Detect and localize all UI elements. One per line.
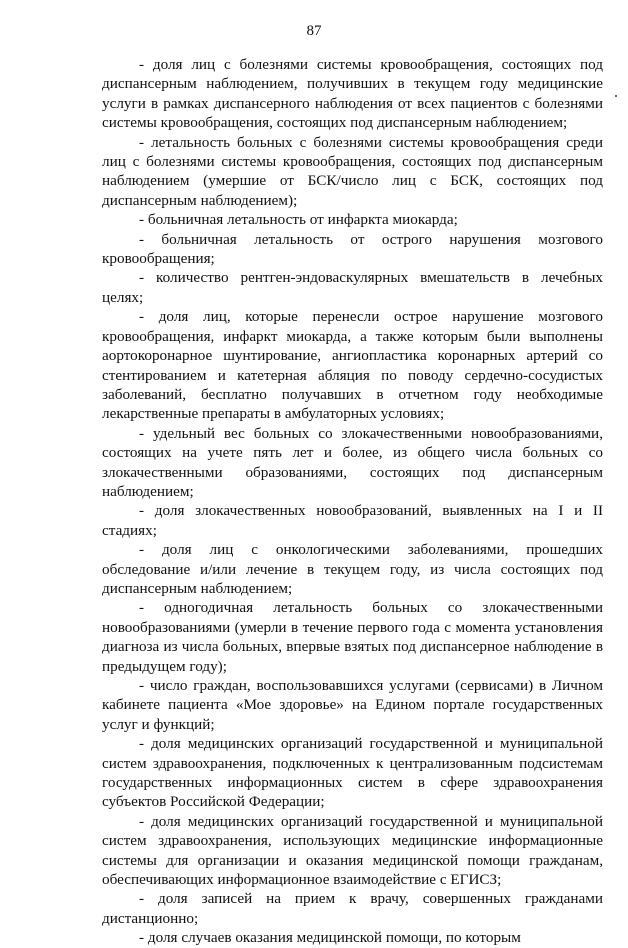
list-item: - доля записей на прием к врачу, совершенных гражданами дистанционно; [102,890,603,927]
list-item: - удельный вес больных со злокачественными новообразованиями, состоящих на учете пять лет и более, из общего числа больных со злокачественными образованиями, состоящих под диспансерным наблюдением; [102,424,603,500]
document-body [102,55,603,948]
scan-speck [615,95,617,97]
list-item: - доля случаев оказания медицинской помощи, по которым [139,929,521,947]
list-item: - одногодичная летальность больных со злокачественными новообразованиями (умерли в течение первого года с момента установления диагноза из числа больных, впервые взятых под диспансерное наблюдение в предыдущем году); [102,599,603,675]
page-number: 87 [306,23,322,39]
list-item: - доля медицинских организаций государственной и муниципальной систем здравоохранения, использующих медицинские информационные системы для организации и оказания медицинской помощи гражданам, обеспечивающих информационное взаимодействие с ЕГИСЗ; [102,812,603,889]
list-item: - количество рентген-эндоваскулярных вмешательств в лечебных целях; [102,269,603,306]
list-item: - доля лиц, которые перенесли острое нарушение мозгового кровообращения, инфаркт миокарда, а также которым были выполнены аортокоронарное шунтирование, ангиопластика коронарных артерий со стентированием и катетерная абляция по поводу сердечно-сосудистых заболеваний, бесплатно получавших в отчетном году необходимые лекарственные препараты в амбулаторных условиях; [102,308,603,423]
list-item: - больничная летальность от инфаркта миокарда; [139,211,458,229]
list-item: - доля лиц с болезнями системы кровообращения, состоящих под диспансерным наблюдением, получивших в текущем году медицинские услуги в рамках диспансерного наблюдения от всех пациентов с болезнями системы кровообращения, состоящих под диспансерным наблюдением; [102,56,603,132]
list-item: - доля лиц с онкологическими заболеваниями, прошедших обследование и/или лечение в текущем году, из числа состоящих под диспансерным наблюдением; [102,541,603,597]
list-item: - летальность больных с болезнями системы кровообращения среди лиц с болезнями системы кровообращения, состоящих под диспансерным наблюдением (умершие от БСК/число лиц с БСК, состоящих под диспансерным наблюдением); [102,133,603,209]
list-item: - доля медицинских организаций государственной и муниципальной систем здравоохранения, подключенных к централизованным подсистемам государственных информационных систем в сфере здравоохранения субъектов Российской Федерации; [102,735,603,811]
list-item: - больничная летальность от острого нарушения мозгового кровообращения; [102,230,603,268]
list-item: - доля злокачественных новообразований, выявленных на I и II стадиях; [102,502,603,539]
list-item: - число граждан, воспользовавшихся услугами (сервисами) в Личном кабинете пациента «Мое здоровье» на Едином портале государственных услуг и функций; [102,677,603,733]
